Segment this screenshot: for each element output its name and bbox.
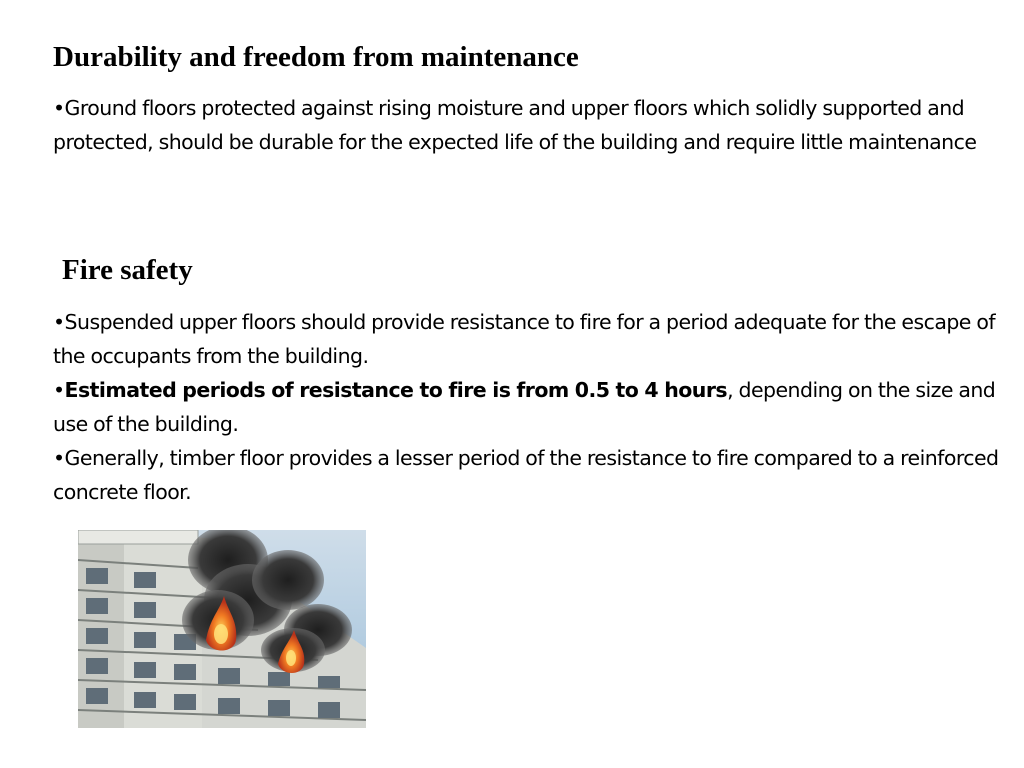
fire-bullet-resistance-periods — [53, 373, 1003, 441]
building-fire-photo — [78, 530, 366, 728]
resistance-periods-emphasis: Estimated periods of resistance to fire is from 0.5 to 4 hours — [64, 378, 728, 402]
resistance-periods-rest: , depending on the size and use of the building. — [53, 378, 996, 436]
section-title-fire-safety: Fire safety — [62, 254, 193, 286]
section-title-durability: Durability and freedom from maintenance — [53, 41, 579, 73]
fire-bullet-suspended-floors: •Suspended upper floors should provide resistance to fire for a period adequate for the escape of the occupants from the building. — [53, 310, 995, 368]
bullet-marker: • — [53, 378, 65, 402]
fire-bullet-timber-floor: •Generally, timber floor provides a lesser period of the resistance to fire compared to a reinforced concrete floor. — [53, 446, 999, 504]
durability-bullet: •Ground floors protected against rising moisture and upper floors which solidly supported and protected, should be durable for the expected life of the building and require little maintenance — [53, 96, 977, 154]
